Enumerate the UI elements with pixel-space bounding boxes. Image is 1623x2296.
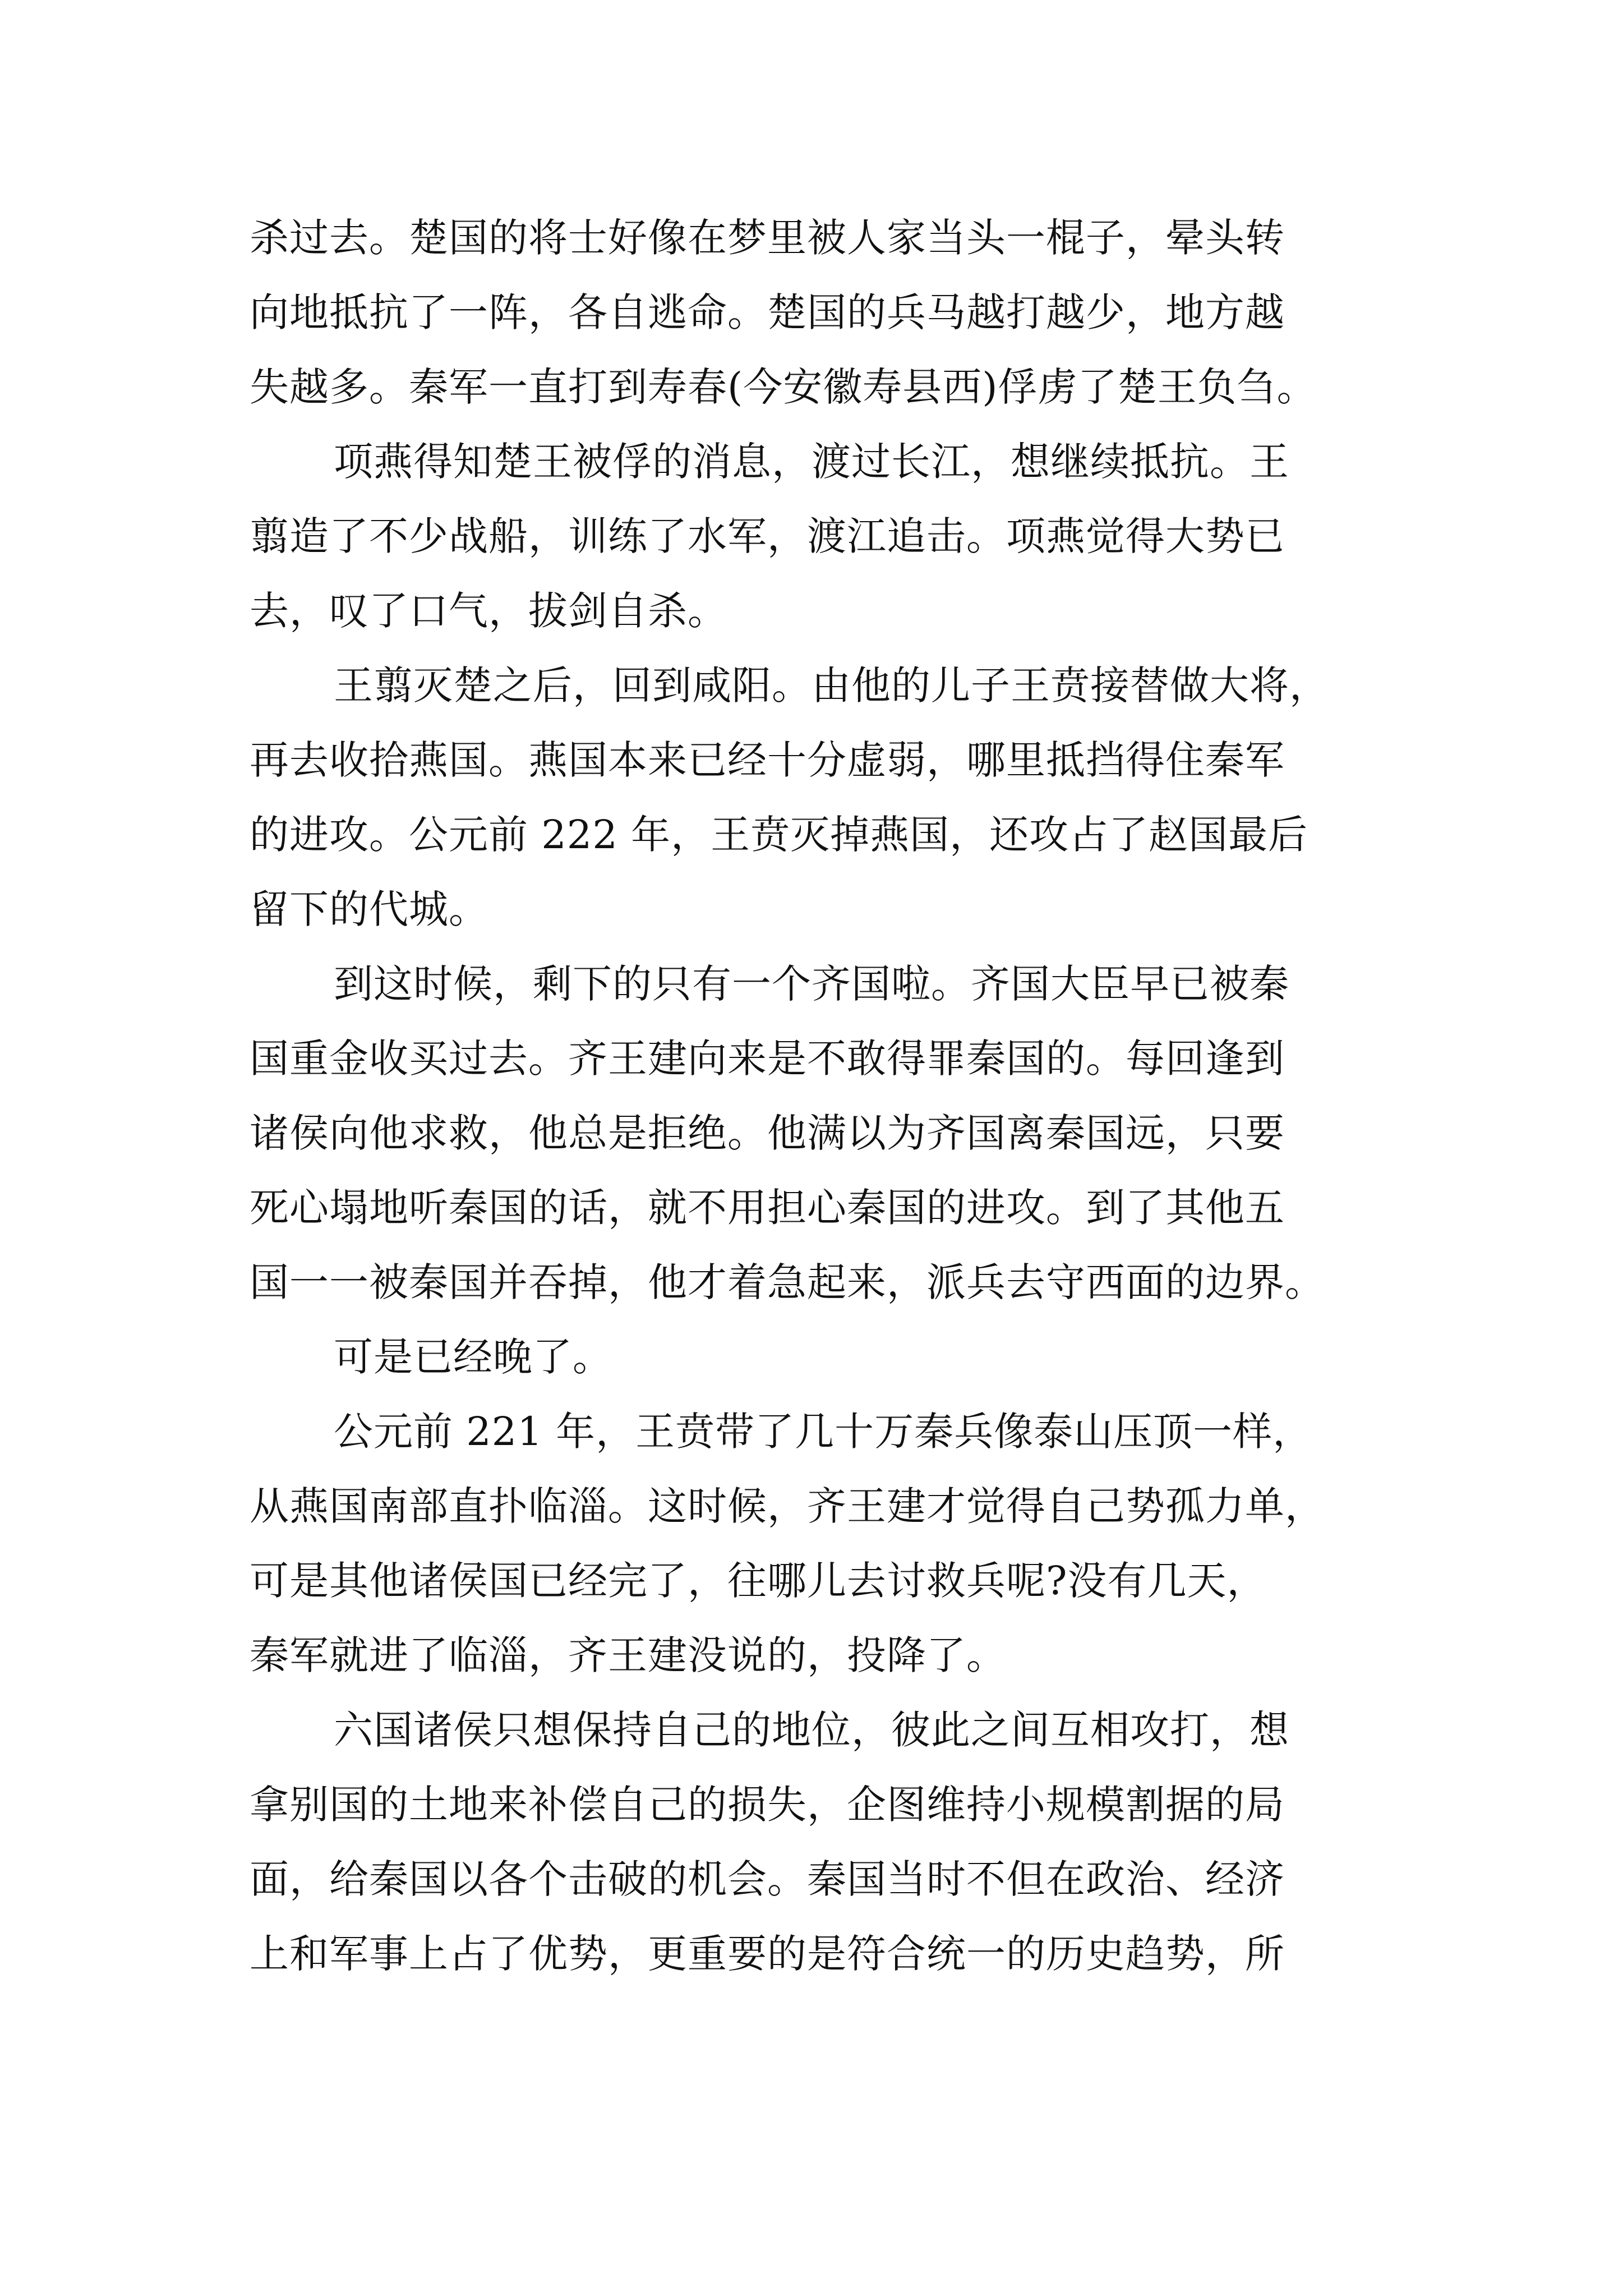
text-line: 去，叹了口气，拔剑自杀。 (250, 588, 727, 634)
text-line: 拿别国的土地来补偿自己的损失，企图维持小规模割据的局 (250, 1782, 1285, 1828)
text-line: 失越多。秦军一直打到寿春(今安徽寿县西)俘虏了楚王负刍。 (250, 364, 1317, 410)
body-text (250, 201, 1394, 1991)
text-line: 从燕国南部直扑临淄。这时候，齐王建才觉得自己势孤力单， (250, 1483, 1325, 1529)
text-line: 的进攻。公元前 222 年，王贲灭掉燕国，还攻占了赵国最后 (250, 812, 1308, 858)
text-line: 可是已经晚了。 (334, 1334, 612, 1380)
text-line: 国一一被秦国并吞掉，他才着急起来，派兵去守西面的边界。 (250, 1259, 1325, 1305)
text-line: 向地抵抗了一阵，各自逃命。楚国的兵马越打越少，地方越 (250, 289, 1285, 335)
text-line: 死心塌地听秦国的话，就不用担心秦国的进攻。到了其他五 (250, 1185, 1285, 1231)
text-line: 公元前 221 年，王贲带了几十万秦兵像泰山压顶一样， (334, 1409, 1313, 1455)
text-line: 可是其他诸侯国已经完了，往哪儿去讨救兵呢?没有几天， (250, 1558, 1267, 1604)
text-line: 面，给秦国以各个击破的机会。秦国当时不但在政治、经济 (250, 1856, 1285, 1902)
text-line: 杀过去。楚国的将士好像在梦里被人家当头一棍子，晕头转 (250, 215, 1285, 261)
text-line: 留下的代城。 (250, 886, 488, 932)
text-line: 翦造了不少战船，训练了水军，渡江追击。项燕觉得大势已 (250, 513, 1285, 559)
text-line: 秦军就进了临淄，齐王建没说的，投降了。 (250, 1632, 1006, 1678)
text-line: 项燕得知楚王被俘的消息，渡过长江，想继续抵抗。王 (334, 439, 1289, 485)
text-line: 六国诸侯只想保持自己的地位，彼此之间互相攻打，想 (334, 1707, 1289, 1753)
text-line: 再去收拾燕国。燕国本来已经十分虚弱，哪里抵挡得住秦军 (250, 737, 1285, 783)
text-line: 上和军事上占了优势，更重要的是符合统一的历史趋势，所 (250, 1931, 1285, 1977)
text-line: 到这时候，剩下的只有一个齐国啦。齐国大臣早已被秦 (334, 961, 1289, 1007)
text-line: 诸侯向他求救，他总是拒绝。他满以为齐国离秦国远，只要 (250, 1110, 1285, 1156)
text-line: 国重金收买过去。齐王建向来是不敢得罪秦国的。每回逢到 (250, 1036, 1285, 1082)
text-line: 王翦灭楚之后，回到咸阳。由他的儿子王贲接替做大将， (334, 662, 1329, 708)
